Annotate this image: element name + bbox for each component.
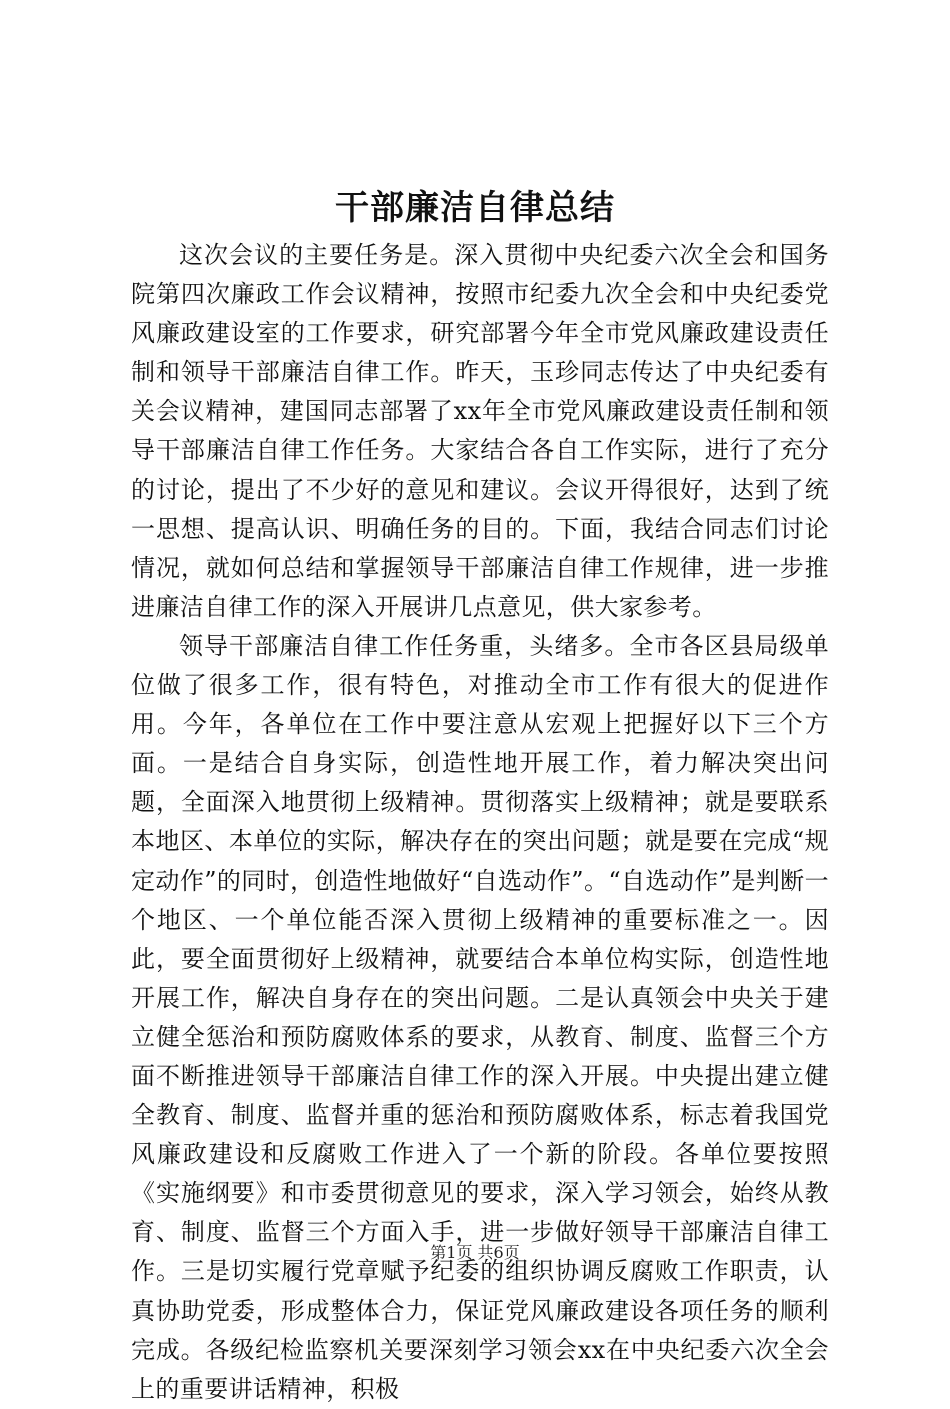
paragraph-2: 领导干部廉洁自律工作任务重，头绪多。全市各区县局级单位做了很多工作，很有特色，对推动全市工作有很大的促进作用。今年，各单位在工作中要注意从宏观上把握好以下三个方面。一是结合自身实际，创造性地开展工作，着力解决突出问题，全面深入地贯彻上级精神。贯彻落实上级精神；就是要联系本地区、本单位的实际，解决存在的突出问题；就是要在完成“规定动作”的同时，创造性地做好“自选动作”。“自选动作”是判断一个地区、一个单位能否深入贯彻上级精神的重要标准之一。因此，要全面贯彻好上级精神，就要结合本单位构实际，创造性地开展工作，解决自身存在的突出问题。二是认真领会中央关于建立健全惩治和预防腐败体系的要求，从教育、制度、监督三个方面不断推进领导干部廉洁自律工作的深入开展。中央提出建立健全教育、制度、监督并重的惩治和预防腐败体系，标志着我国党风廉政建设和反腐败工作进入了一个新的阶段。各单位要按照《实施纲要》和市委贯彻意见的要求，深入学习领会，始终从教育、制度、监督三个方面入手，进一步做好领导干部廉洁自律工作。三是切实履行党章赋予纪委的组织协调反腐败工作职责，认真协助党委，形成整体合力，保证党风廉政建设各项任务的顺利完成。各级纪检监察机关要深刻学习领会xx在中央纪委六次全会上的重要讲话精神，积极 (131, 631, 829, 1403)
document-title: 干部廉洁自律总结 (335, 188, 615, 228)
document-body (131, 236, 829, 1409)
paragraph-1: 这次会议的主要任务是。深入贯彻中央纪委六次全会和国务院第四次廉政工作会议精神，按照市纪委九次全会和中央纪委党风廉政建设室的工作要求，研究部署今年全市党风廉政建设责任制和领导干部廉洁自律工作。昨天，玉珍同志传达了中央纪委有关会议精神，建国同志部署了xx年全市党风廉政建设责任制和领导干部廉洁自律工作任务。大家结合各自工作实际，进行了充分的讨论，提出了不少好的意见和建议。会议开得很好，达到了统一思想、提高认识、明确任务的目的。下面，我结合同志们讨论情况，就如何总结和掌握领导干部廉洁自律工作规律，进一步推进廉洁自律工作的深入开展讲几点意见，供大家参考。 (131, 241, 829, 621)
page-footer: 第1页 共6页 (430, 1243, 520, 1262)
